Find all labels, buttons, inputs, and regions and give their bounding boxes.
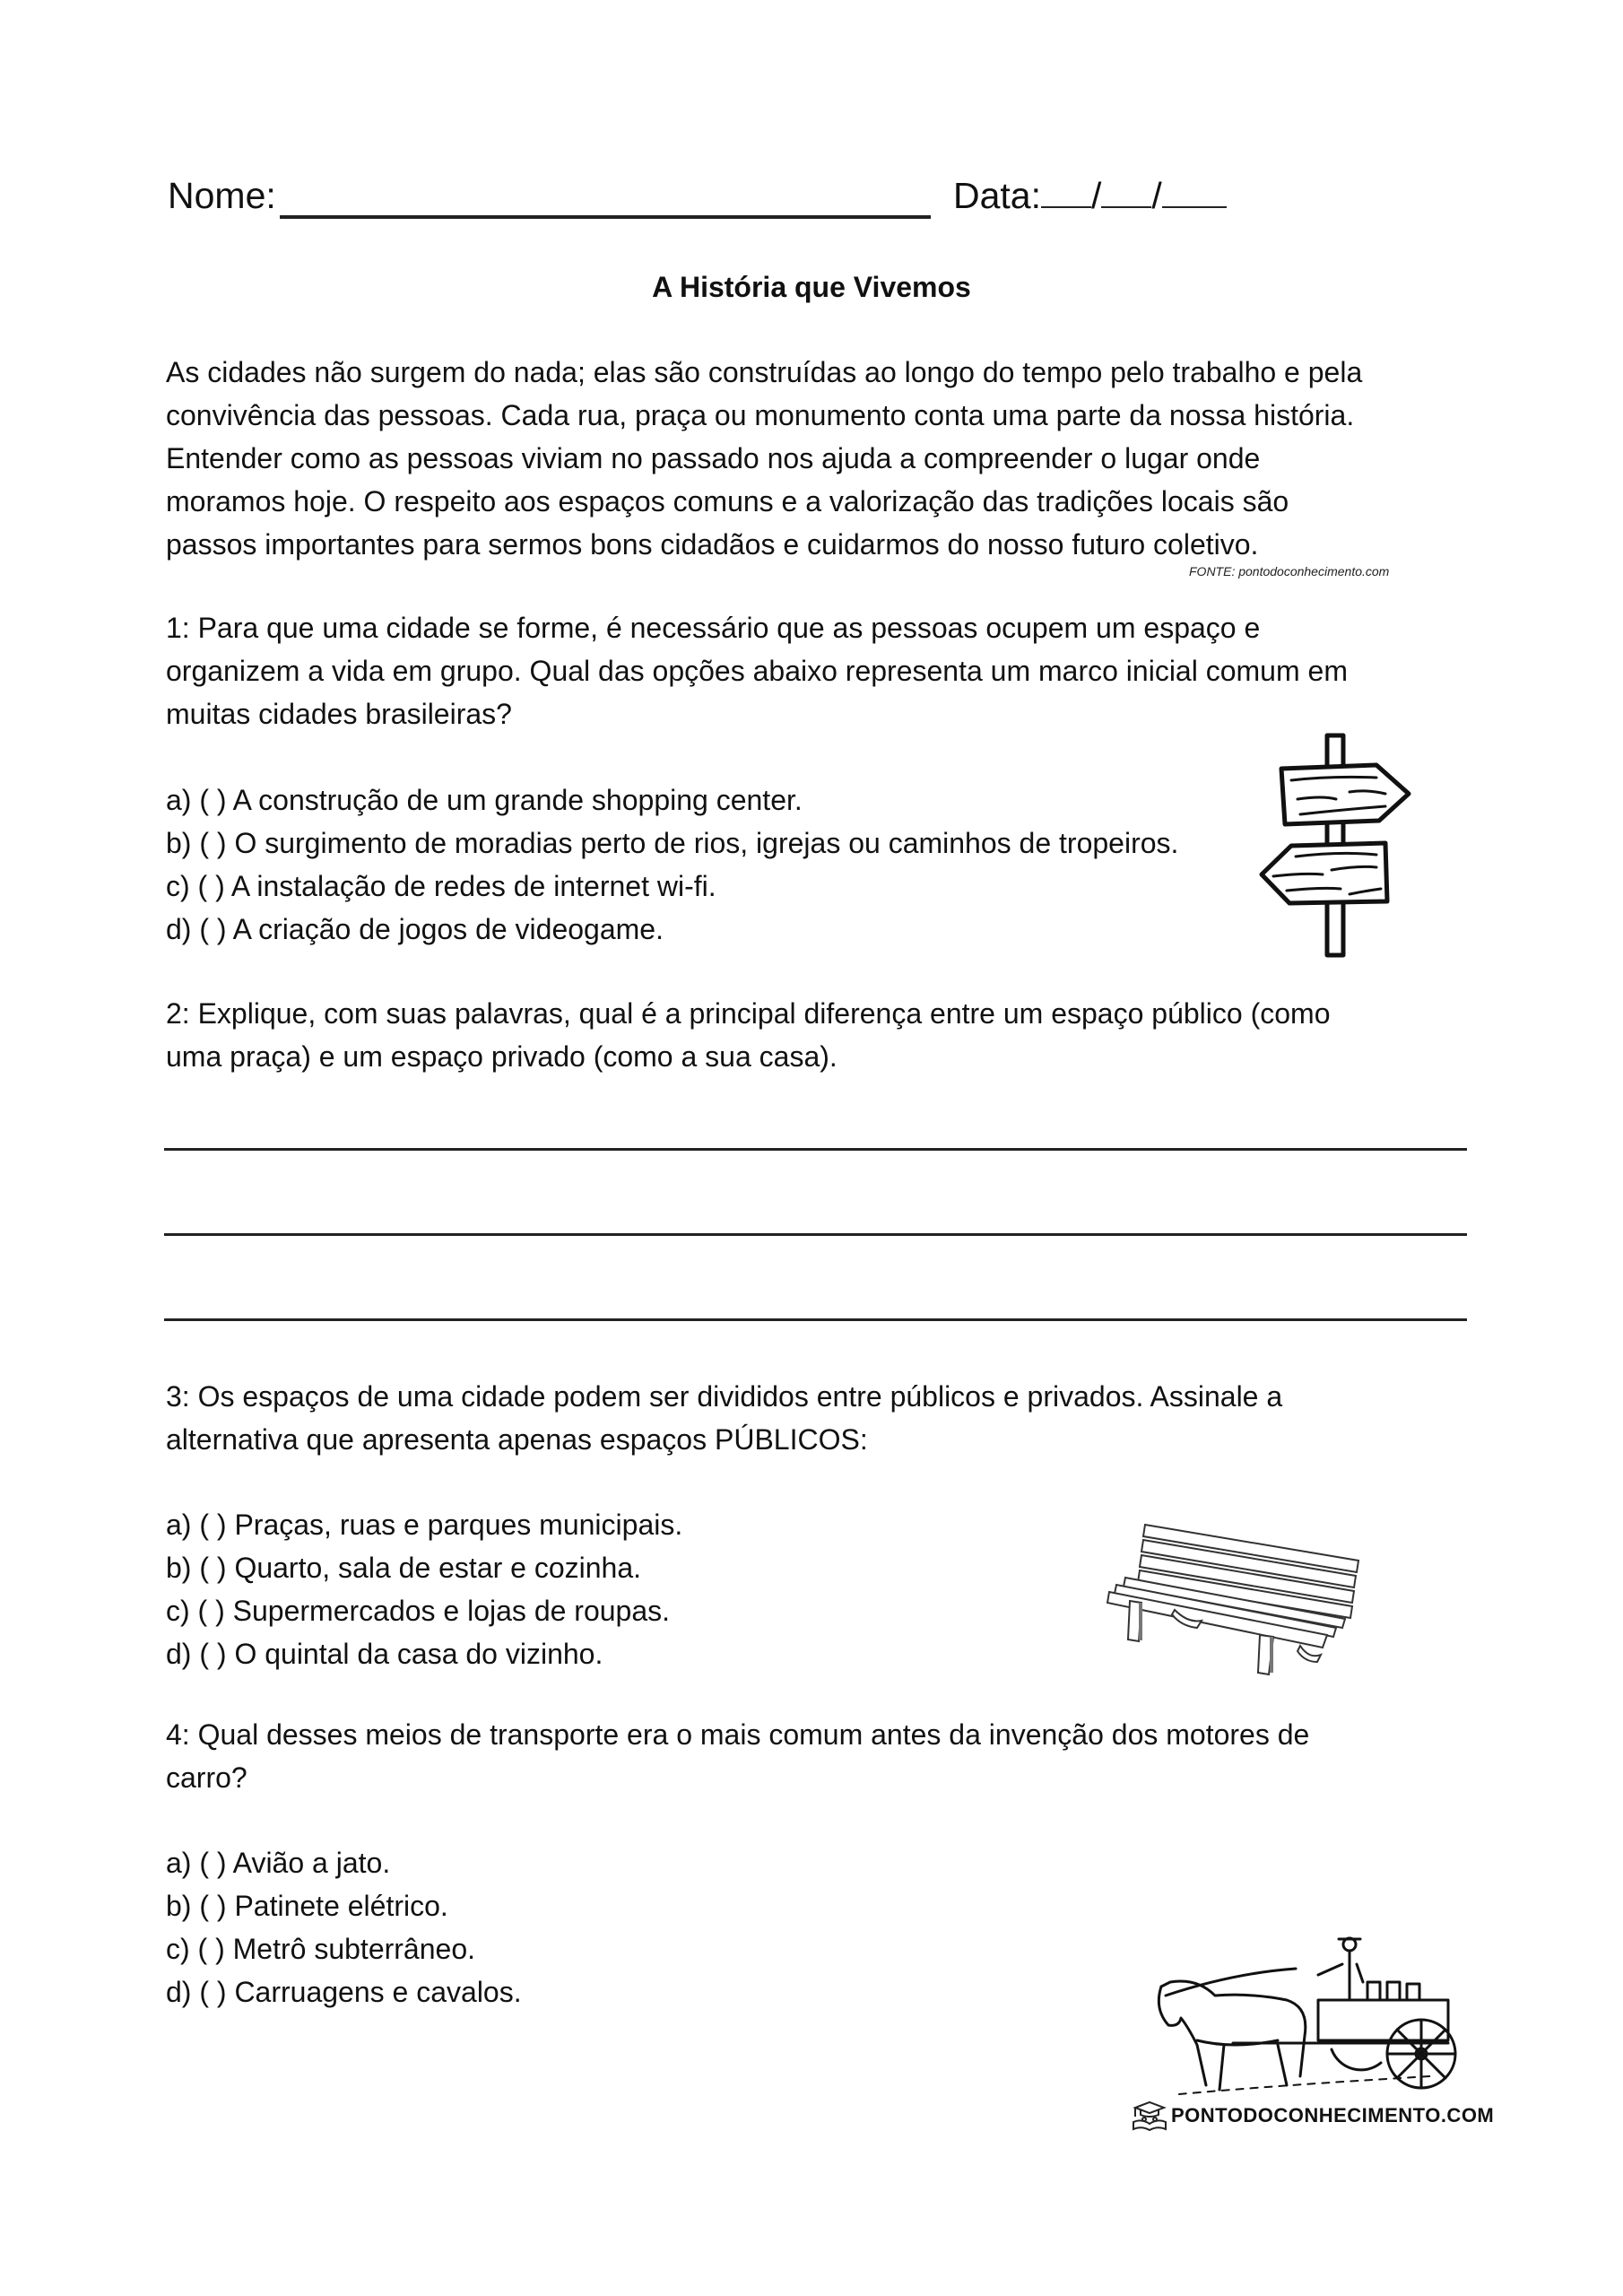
answer-line-3[interactable] xyxy=(164,1318,1467,1321)
date-field[interactable] xyxy=(953,174,1227,217)
answer-line-2[interactable] xyxy=(164,1233,1467,1236)
question-line: carro? xyxy=(166,1761,247,1794)
option-c[interactable]: c) ( ) A instalação de redes de internet wi-fi. xyxy=(166,870,716,902)
date-day-blank[interactable] xyxy=(1041,174,1091,208)
graduation-book-icon xyxy=(1132,2100,1167,2131)
question-1-options xyxy=(166,778,1178,951)
option-d[interactable]: d) ( ) O quintal da casa do vizinho. xyxy=(166,1638,603,1670)
question-line: organizem a vida em grupo. Qual das opções abaixo representa um marco inicial comum em xyxy=(166,655,1348,687)
date-separator: / xyxy=(1091,175,1102,216)
option-b[interactable]: b) ( ) Patinete elétrico. xyxy=(166,1890,448,1922)
intro-line: moramos hoje. O respeito aos espaços comuns e a valorização das tradições locais são xyxy=(166,485,1289,517)
option-a[interactable]: a) ( ) A construção de um grande shopping center. xyxy=(166,784,803,816)
site-logo xyxy=(1132,2100,1494,2131)
option-a[interactable]: a) ( ) Avião a jato. xyxy=(166,1847,391,1879)
question-4-options xyxy=(166,1841,522,2013)
option-b[interactable]: b) ( ) O surgimento de moradias perto de rios, igrejas ou caminhos de tropeiros. xyxy=(166,827,1179,859)
horse-cart-illustration xyxy=(1143,1928,1466,2108)
question-3-options xyxy=(166,1503,682,1675)
site-logo-text: PONTODOCONHECIMENTO.COM xyxy=(1171,2104,1495,2126)
option-d[interactable]: d) ( ) A criação de jogos de videogame. xyxy=(166,913,664,945)
intro-paragraph xyxy=(166,351,1484,566)
question-line: 2: Explique, com suas palavras, qual é a principal diferença entre um espaço público (como xyxy=(166,997,1331,1030)
option-b[interactable]: b) ( ) Quarto, sala de estar e cozinha. xyxy=(166,1552,642,1584)
question-line: 3: Os espaços de uma cidade podem ser divididos entre públicos e privados. Assinale a xyxy=(166,1380,1283,1413)
option-d[interactable]: d) ( ) Carruagens e cavalos. xyxy=(166,1976,522,2008)
question-line: uma praça) e um espaço privado (como a sua casa). xyxy=(166,1040,838,1073)
date-label: Data: xyxy=(953,175,1041,216)
signpost-illustration xyxy=(1251,731,1430,960)
park-bench-illustration xyxy=(1098,1520,1367,1682)
question-4-prompt xyxy=(166,1713,1309,1799)
question-line: 4: Qual desses meios de transporte era o mais comum antes da invenção dos motores de xyxy=(166,1718,1310,1751)
question-3-prompt xyxy=(166,1375,1282,1461)
question-line: alternativa que apresenta apenas espaços PÚBLICOS: xyxy=(166,1423,868,1456)
intro-line: As cidades não surgem do nada; elas são construídas ao longo do tempo pelo trabalho e pela xyxy=(166,356,1363,388)
intro-line: passos importantes para sermos bons cidadãos e cuidarmos do nosso futuro coletivo. xyxy=(166,528,1259,561)
name-label: Nome: xyxy=(168,175,276,216)
option-a[interactable]: a) ( ) Praças, ruas e parques municipais. xyxy=(166,1509,683,1541)
question-1-prompt xyxy=(166,606,1348,735)
question-line: 1: Para que uma cidade se forme, é necessário que as pessoas ocupem um espaço e xyxy=(166,612,1261,644)
date-month-blank[interactable] xyxy=(1101,174,1151,208)
answer-line-1[interactable] xyxy=(164,1148,1467,1151)
page-title: A História que Vivemos xyxy=(652,271,971,303)
intro-line: convivência das pessoas. Cada rua, praça ou monumento conta uma parte da nossa história. xyxy=(166,399,1355,431)
name-input-line[interactable] xyxy=(280,215,931,219)
question-line: muitas cidades brasileiras? xyxy=(166,698,512,730)
option-c[interactable]: c) ( ) Supermercados e lojas de roupas. xyxy=(166,1595,671,1627)
question-2-prompt xyxy=(166,992,1330,1078)
intro-line: Entender como as pessoas viviam no passado nos ajuda a compreender o lugar onde xyxy=(166,442,1261,474)
date-year-blank[interactable] xyxy=(1162,174,1227,208)
date-separator: / xyxy=(1151,175,1162,216)
source-citation: FONTE: pontodoconhecimento.com xyxy=(1189,564,1390,578)
option-c[interactable]: c) ( ) Metrô subterrâneo. xyxy=(166,1933,475,1965)
